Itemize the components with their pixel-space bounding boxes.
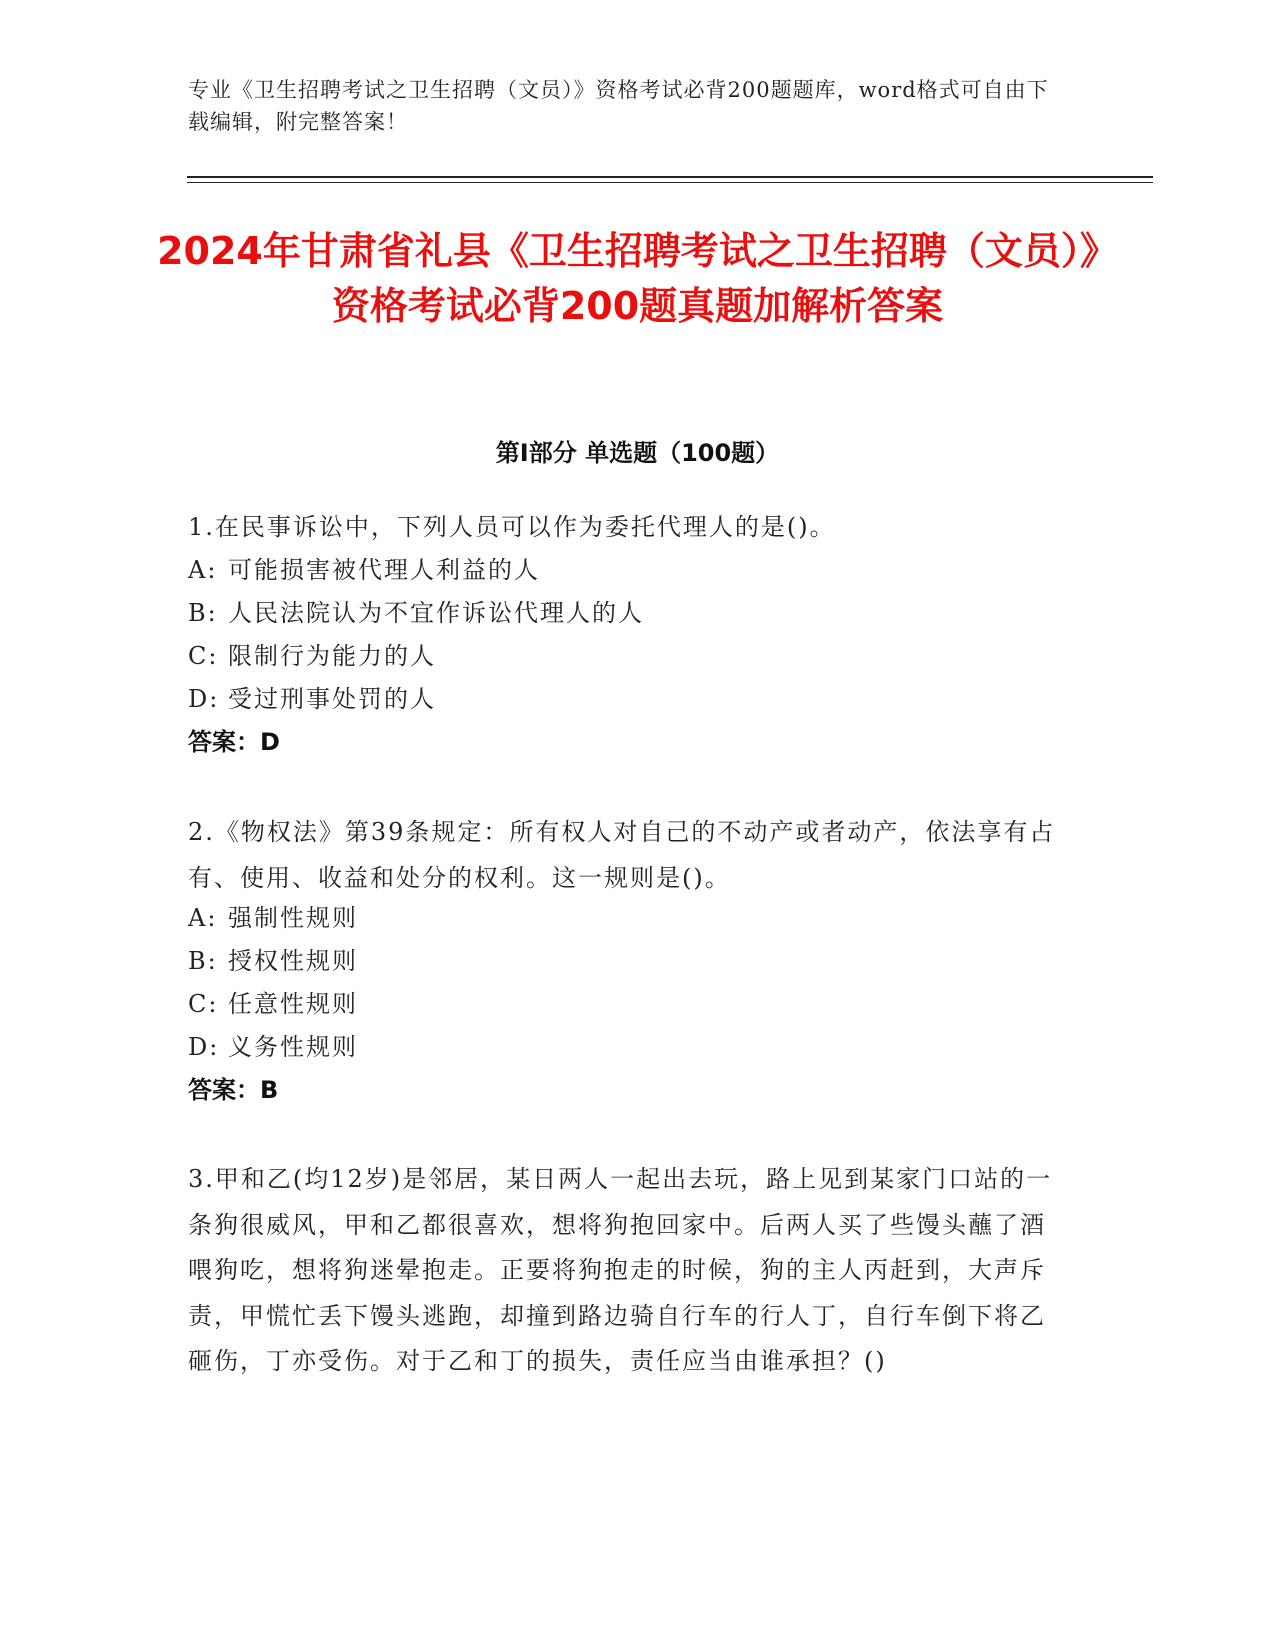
question-1-option-b — [188, 591, 644, 636]
option-text: 授权性规则 — [228, 947, 358, 975]
question-2-answer — [188, 1068, 278, 1113]
option-text: 可能损害被代理人利益的人 — [228, 556, 540, 584]
question-2-option-a — [188, 896, 358, 941]
option-text: 强制性规则 — [228, 904, 358, 932]
option-letter: A: — [188, 556, 218, 584]
option-letter: C: — [188, 990, 219, 1018]
option-letter: A: — [188, 904, 218, 932]
header-divider-thin — [187, 182, 1153, 183]
question-1-option-c — [188, 634, 436, 679]
question-1-text: 1.在民事诉讼中，下列人员可以作为委托代理人的是()。 — [188, 513, 836, 541]
option-text: 限制行为能力的人 — [228, 642, 436, 670]
question-2-option-c — [188, 982, 358, 1027]
header-divider-thick — [187, 176, 1153, 178]
question-1-answer — [188, 720, 280, 765]
question-2-text: 2.《物权法》第39条规定：所有权人对自己的不动产或者动产，依法享有占有、使用、收益和处分的权利。这一规则是()。 — [188, 818, 1056, 892]
option-text: 义务性规则 — [228, 1033, 358, 1061]
option-letter: C: — [188, 642, 219, 670]
answer-value: B — [260, 1076, 279, 1104]
question-3-text: 3.甲和乙(均12岁)是邻居，某日两人一起出去玩，路上见到某家门口站的一条狗很威风，甲和乙都很喜欢，想将狗抱回家中。后两人买了些馒头蘸了酒喂狗吃，想将狗迷晕抱走。正要将狗抱走的时候，狗的主人丙赶到，大声斥责，甲慌忙丢下馒头逃跑，却撞到路边骑自行车的行人丁，自行车倒下将乙砸伤，丁亦受伤。对于乙和丁的损失，责任应当由谁承担？() — [188, 1165, 1053, 1375]
option-letter: D: — [188, 1033, 220, 1061]
question-2-option-b — [188, 939, 358, 984]
option-text: 人民法院认为不宜作诉讼代理人的人 — [228, 599, 644, 627]
option-letter: B: — [188, 599, 218, 627]
option-text: 受过刑事处罚的人 — [228, 685, 436, 713]
document-title: 2024年甘肃省礼县《卫生招聘考试之卫生招聘（文员）》资格考试必背200题真题加解析答案 — [157, 229, 1118, 328]
question-1-option-a — [188, 548, 540, 593]
header-note: 专业《卫生招聘考试之卫生招聘（文员）》资格考试必背200题题库，word格式可自由下载编辑，附完整答案！ — [188, 78, 1049, 134]
question-2-option-d — [188, 1025, 358, 1070]
option-text: 任意性规则 — [228, 990, 358, 1018]
answer-label: 答案： — [188, 728, 260, 756]
answer-label: 答案： — [188, 1076, 260, 1104]
section-title: 第I部分 单选题（100题） — [495, 439, 780, 467]
option-letter: B: — [188, 947, 218, 975]
option-letter: D: — [188, 685, 220, 713]
question-1-option-d — [188, 677, 436, 722]
answer-value: D — [260, 728, 280, 756]
